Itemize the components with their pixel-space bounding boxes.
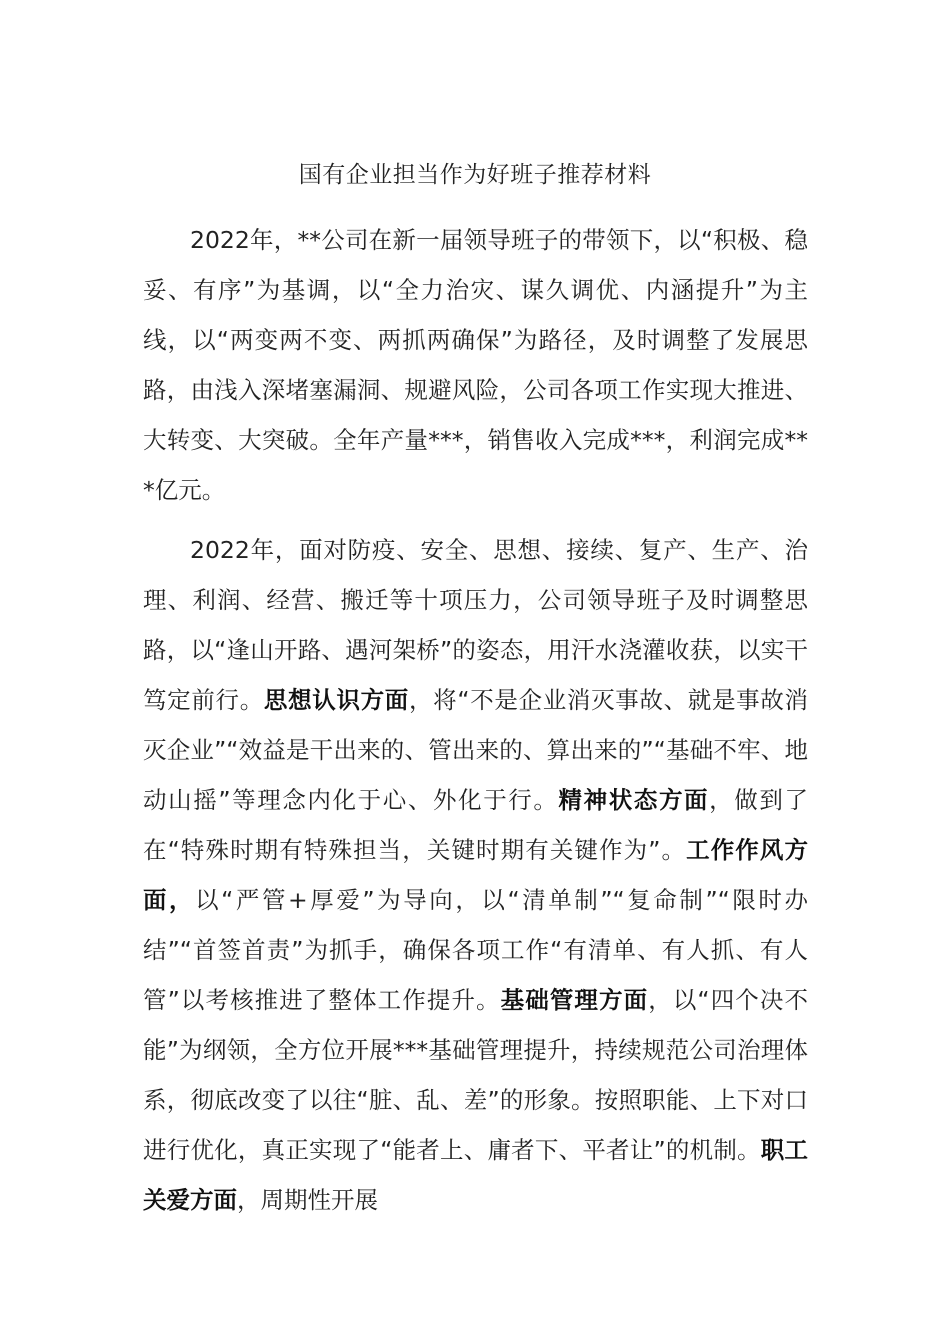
text-thought: ，将“不是企业消灭事故、就是事故消灭企业”“效益是干出来的、管出来的、算出来的”“基础不牢、地动山摇”等理念内化于心、外化于行。 (143, 686, 809, 814)
document-body (143, 215, 808, 1225)
document-title: 国有企业担当作为好班子推荐材料 (298, 162, 652, 188)
paragraph-1: 2022年，**公司在新一届领导班子的带领下，以“积极、稳妥、有序”为基调，以“全力治灾、谋久调优、内涵提升”为主线，以“两变两不变、两抓两确保”为路径，及时调整了发展思路，由浅入深堵塞漏洞、规避风险，公司各项工作实现大推进、大转变、大突破。全年产量***，销售收入完成***，利润完成***亿元。 (143, 226, 808, 504)
paragraph-2-intro: 2022年，面对防疫、安全、思想、接续、复产、生产、治理、利润、经营、搬迁等十项压力，公司领导班子及时调整思路，以“逢山开路、遇河架桥”的姿态，用汗水浇灌收获，以实干笃定前行。 (143, 536, 808, 714)
text-spirit: ，做到了在“特殊时期有特殊担当，关键时期有关键作为”。 (143, 786, 808, 864)
heading-thought: 思想认识方面 (263, 686, 409, 714)
heading-basic: 基础管理方面 (500, 986, 649, 1014)
text-style: 以“严管+厚爱”为导向，以“清单制”“复命制”“限时办结”“首签首责”为抓手，确保各项工作“有清单、有人抓、有人管”以考核推进了整体工作提升。 (143, 886, 808, 1014)
paragraph-2 (143, 525, 808, 1225)
text-basic: ，以“四个决不能”为纲领，全方位开展***基础管理提升，持续规范公司治理体系，彻底改变了以往“脏、乱、差”的形象。按照职能、上下对口进行优化，真正实现了“能者上、庸者下、平者让”的机制。 (143, 986, 808, 1164)
heading-care: 职工关爱方面 (143, 1136, 809, 1214)
heading-style: 工作作风方面， (143, 836, 809, 914)
heading-spirit: 精神状态方面 (558, 786, 710, 814)
text-care: ，周期性开展 (237, 1186, 378, 1214)
